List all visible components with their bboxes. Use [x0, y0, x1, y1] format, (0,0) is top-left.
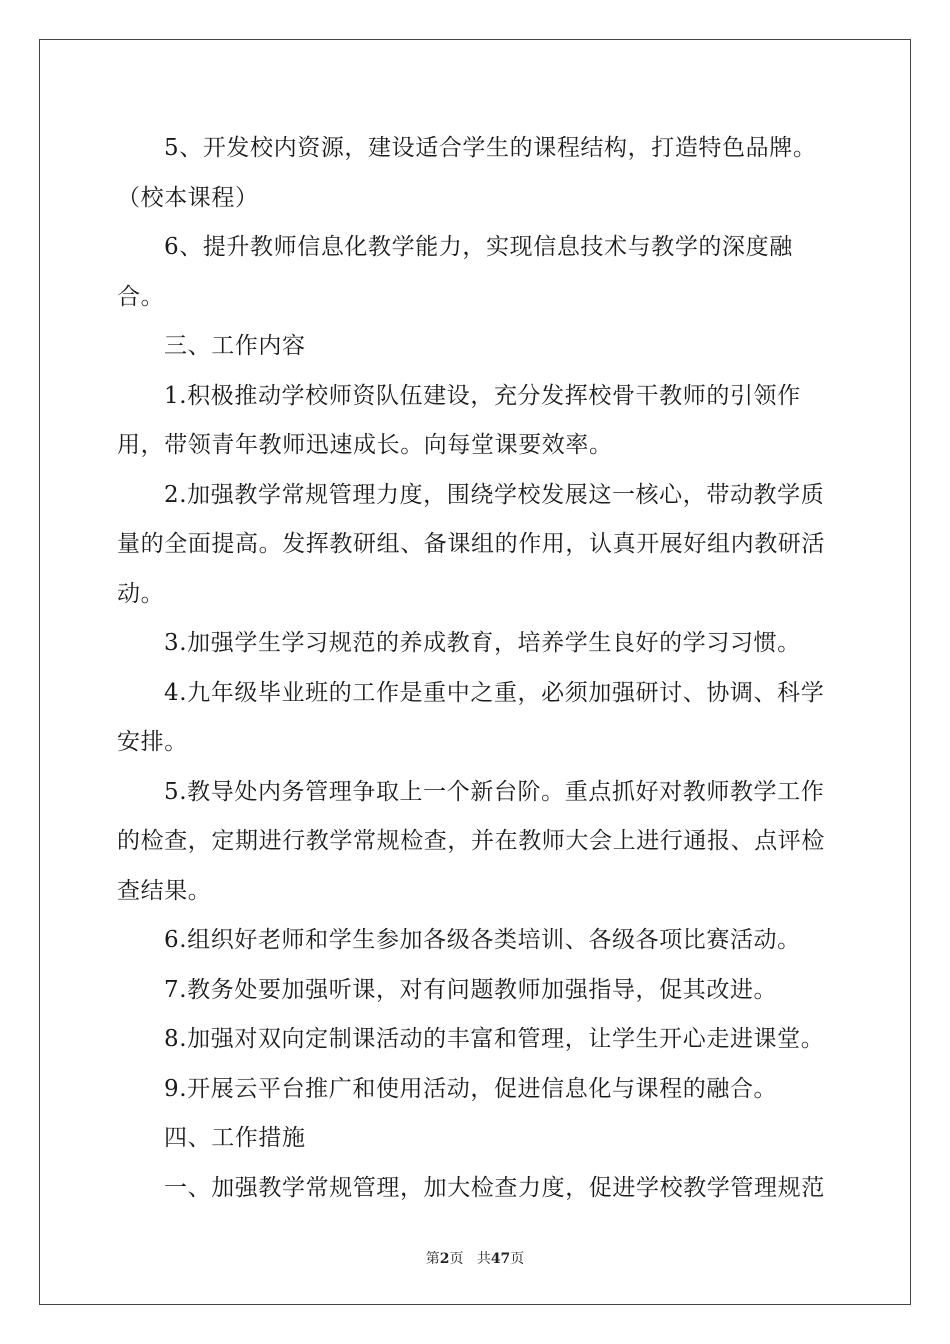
paragraph: 5、开发校内资源，建设适合学生的课程结构，打造特色品牌。: [164, 135, 817, 161]
document-body: [117, 124, 837, 1213]
paragraph: 6、提升教师信息化教学能力，实现信息技术与教学的深度融合。: [117, 234, 793, 310]
footer-prefix: 第: [425, 1251, 440, 1267]
paragraph: （校本课程）: [117, 184, 259, 211]
footer-page-suffix: 页: [449, 1251, 464, 1267]
paragraph: 3.加强学生学习规范的养成教育，培养学生良好的学习习惯。: [164, 630, 801, 656]
paragraph: 8.加强对双向定制课活动的丰富和管理，让学生开心走进课堂。: [164, 1026, 825, 1052]
paragraph: 2.加强教学常规管理力度，围绕学校发展这一核心，带动教学质量的全面提高。发挥教研组、备课组的作用，认真开展好组内教研活动。: [117, 481, 825, 607]
paragraph: 一、加强教学常规管理，加大检查力度，促进学校教学管理规范: [164, 1174, 825, 1201]
total-page-count: 47: [490, 1251, 511, 1267]
section-heading: 三、工作内容: [164, 333, 306, 359]
paragraph: 1.积极推动学校师资队伍建设，充分发挥校骨干教师的引领作用，带领青年教师迅速成长。向每堂课要效率。: [117, 382, 801, 458]
current-page-number: 2: [439, 1251, 450, 1267]
paragraph: 6.组织好老师和学生参加各级各类培训、各级各项比赛活动。: [164, 927, 801, 953]
section-heading: 四、工作措施: [164, 1125, 306, 1151]
paragraph: 9.开展云平台推广和使用活动，促进信息化与课程的融合。: [164, 1075, 778, 1102]
paragraph: 4.九年级毕业班的工作是重中之重，必须加强研讨、协调、科学安排。: [117, 679, 825, 755]
footer-total-prefix: 共: [476, 1251, 491, 1267]
paragraph: 7.教务处要加强听课，对有问题教师加强指导，促其改进。: [164, 976, 778, 1003]
page-footer: [0, 1248, 950, 1268]
footer-total-suffix: 页: [510, 1251, 525, 1267]
paragraph: 5.教导处内务管理争取上一个新台阶。重点抓好对教师教学工作的检查，定期进行教学常规检查，并在教师大会上进行通报、点评检查结果。: [117, 778, 825, 904]
